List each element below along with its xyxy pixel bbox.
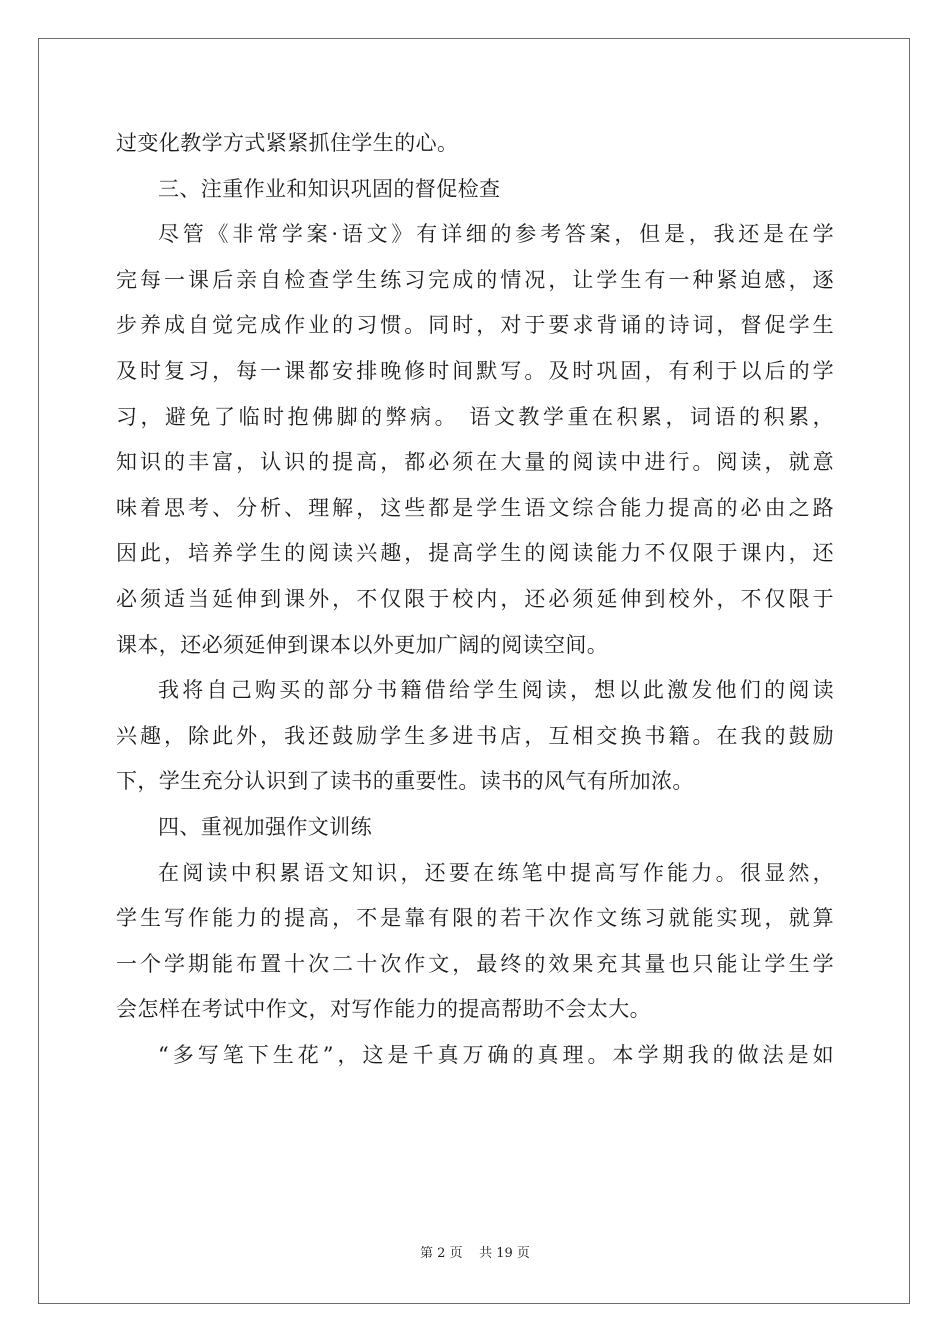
text-line: 完每一课后亲自检查学生练习完成的情况，让学生有一种紧迫感，逐 bbox=[116, 267, 834, 292]
text-line: 因此，培养学生的阅读兴趣，提高学生的阅读能力不仅限于课内，还 bbox=[116, 541, 834, 566]
text-line: 三、注重作业和知识巩固的督促检查 bbox=[158, 176, 501, 201]
text-line: 在阅读中积累语文知识，还要在练笔中提高写作能力。很显然， bbox=[158, 860, 834, 885]
text-line: 会怎样在考试中作文，对写作能力的提高帮助不会太大。 bbox=[116, 997, 651, 1022]
text-line: 下，学生充分认识到了读书的重要性。读书的风气有所加浓。 bbox=[116, 769, 694, 794]
text-line: 过变化教学方式紧紧抓住学生的心。 bbox=[116, 131, 459, 155]
text-line: 必须适当延伸到课外，不仅限于校内，还必须延伸到校外，不仅限于 bbox=[116, 587, 834, 611]
text-line: 我将自己购买的部分书籍借给学生阅读，想以此激发他们的阅读 bbox=[158, 678, 834, 703]
page-total: 共 19 页 bbox=[479, 1246, 530, 1261]
text-line: 课本，还必须延伸到课本以外更加广阔的阅读空间。 bbox=[116, 632, 609, 657]
text-line: 习，避免了临时抱佛脚的弊病。 语文教学重在积累，词语的积累， bbox=[116, 404, 834, 429]
text-line: “多写笔下生花”，这是千真万确的真理。本学期我的做法是如 bbox=[158, 1043, 834, 1067]
text-line: 味着思考、分析、理解，这些都是学生语文综合能力提高的必由之路 bbox=[116, 495, 834, 520]
page-number: 第 2 页 bbox=[420, 1246, 463, 1261]
text-line: 步养成自觉完成作业的习惯。同时，对于要求背诵的诗词，督促学生 bbox=[116, 313, 834, 338]
page-footer bbox=[0, 1245, 950, 1263]
text-line: 四、重视加强作文训练 bbox=[158, 815, 372, 839]
text-line: 兴趣，除此外，我还鼓励学生多进书店，互相交换书籍。在我的鼓励 bbox=[116, 723, 834, 748]
text-line: 知识的丰富，认识的提高，都必须在大量的阅读中进行。阅读，就意 bbox=[116, 450, 834, 475]
text-line: 及时复习，每一课都安排晚修时间默写。及时巩固，有利于以后的学 bbox=[116, 359, 834, 383]
text-line: 学生写作能力的提高，不是靠有限的若干次作文练习就能实现，就算 bbox=[116, 906, 834, 931]
text-line: 尽管《非常学案·语文》有详细的参考答案，但是，我还是在学 bbox=[158, 222, 834, 247]
text-line: 一个学期能布置十次二十次作文，最终的效果充其量也只能让学生学 bbox=[116, 951, 834, 976]
